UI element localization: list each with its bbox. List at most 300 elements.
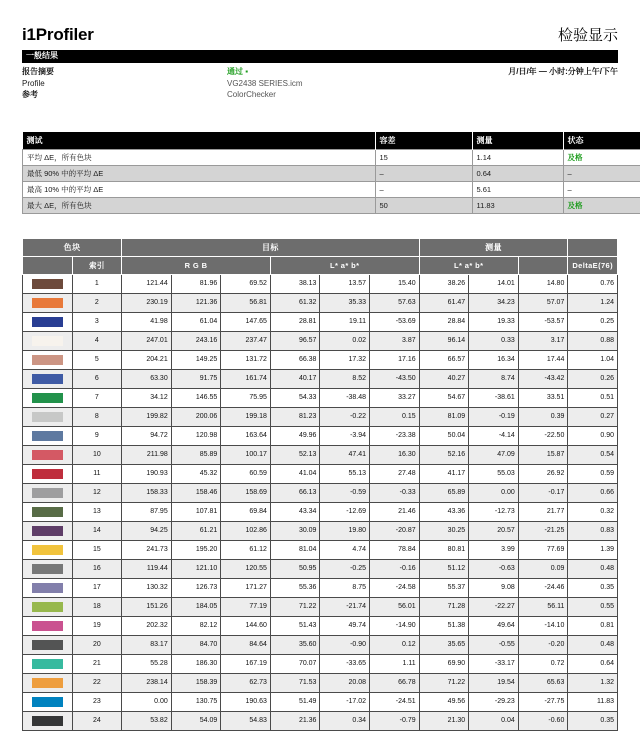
measured-bstar: 26.92 bbox=[518, 464, 568, 483]
target-b: 61.12 bbox=[221, 540, 271, 559]
target-r: 130.32 bbox=[122, 578, 172, 597]
target-a: 49.74 bbox=[320, 616, 370, 635]
target-g: 121.36 bbox=[171, 293, 221, 312]
patch-swatch-cell bbox=[23, 445, 73, 464]
target-b: 60.59 bbox=[221, 464, 271, 483]
target-bstar: 0.15 bbox=[370, 407, 420, 426]
delta-e-value: 0.55 bbox=[568, 597, 618, 616]
patch-swatch-cell bbox=[23, 540, 73, 559]
patch-swatch-cell bbox=[23, 654, 73, 673]
patch-swatch-cell bbox=[23, 711, 73, 730]
target-a: 0.34 bbox=[320, 711, 370, 730]
target-r: 158.33 bbox=[122, 483, 172, 502]
delta-e-value: 1.39 bbox=[568, 540, 618, 559]
target-b: 199.18 bbox=[221, 407, 271, 426]
measured-a: -4.14 bbox=[469, 426, 519, 445]
target-g: 126.73 bbox=[171, 578, 221, 597]
target-r: 83.17 bbox=[122, 635, 172, 654]
target-bstar: -0.33 bbox=[370, 483, 420, 502]
report-type-title: 检验显示 bbox=[558, 28, 618, 43]
table-row bbox=[23, 426, 618, 445]
summary-row bbox=[23, 149, 640, 165]
delta-e-value: 0.54 bbox=[568, 445, 618, 464]
target-b: 147.65 bbox=[221, 312, 271, 331]
measured-a: 49.64 bbox=[469, 616, 519, 635]
measured-l: 55.37 bbox=[419, 578, 469, 597]
patch-index: 9 bbox=[72, 426, 122, 445]
subheader-index: 索引 bbox=[72, 256, 122, 274]
patch-index: 7 bbox=[72, 388, 122, 407]
summary-col-test: 测试 bbox=[23, 132, 376, 150]
patch-swatch-cell bbox=[23, 635, 73, 654]
table-row bbox=[23, 331, 618, 350]
summary-col-tolerance: 容差 bbox=[375, 132, 472, 150]
measured-bstar: 65.63 bbox=[518, 673, 568, 692]
target-l: 70.07 bbox=[270, 654, 320, 673]
delta-e-value: 1.32 bbox=[568, 673, 618, 692]
target-r: 41.98 bbox=[122, 312, 172, 331]
measured-a: 16.34 bbox=[469, 350, 519, 369]
target-l: 81.04 bbox=[270, 540, 320, 559]
target-bstar: 33.27 bbox=[370, 388, 420, 407]
table-row bbox=[23, 407, 618, 426]
color-swatch bbox=[32, 469, 63, 479]
color-swatch bbox=[32, 355, 63, 365]
table-row bbox=[23, 559, 618, 578]
target-r: 211.98 bbox=[122, 445, 172, 464]
meta-row-summary bbox=[22, 66, 618, 78]
target-bstar: 78.84 bbox=[370, 540, 420, 559]
patch-swatch-cell bbox=[23, 331, 73, 350]
patch-swatch-cell bbox=[23, 407, 73, 426]
table-row bbox=[23, 464, 618, 483]
measured-bstar: 14.80 bbox=[518, 274, 568, 293]
measured-bstar: 56.11 bbox=[518, 597, 568, 616]
target-l: 50.95 bbox=[270, 559, 320, 578]
target-b: 69.52 bbox=[221, 274, 271, 293]
target-l: 51.49 bbox=[270, 692, 320, 711]
summary-cell-measured: 5.61 bbox=[472, 181, 563, 197]
delta-e-value: 0.81 bbox=[568, 616, 618, 635]
target-g: 200.06 bbox=[171, 407, 221, 426]
table-row bbox=[23, 578, 618, 597]
delta-e-value: 0.66 bbox=[568, 483, 618, 502]
measured-a: 34.23 bbox=[469, 293, 519, 312]
target-g: 61.21 bbox=[171, 521, 221, 540]
patch-swatch-cell bbox=[23, 293, 73, 312]
target-a: 0.02 bbox=[320, 331, 370, 350]
patch-swatch-cell bbox=[23, 521, 73, 540]
color-swatch bbox=[32, 545, 63, 555]
table-row bbox=[23, 616, 618, 635]
summary-cell-measured: 11.83 bbox=[472, 197, 563, 213]
measured-l: 65.89 bbox=[419, 483, 469, 502]
report-summary-label: 报告摘要 bbox=[22, 66, 227, 78]
patch-index: 14 bbox=[72, 521, 122, 540]
patch-index: 18 bbox=[72, 597, 122, 616]
target-a: 8.52 bbox=[320, 369, 370, 388]
measured-a: 8.74 bbox=[469, 369, 519, 388]
status-badge: – bbox=[563, 181, 640, 197]
patch-swatch-cell bbox=[23, 464, 73, 483]
color-swatch bbox=[32, 450, 63, 460]
target-b: 102.86 bbox=[221, 521, 271, 540]
target-a: -21.74 bbox=[320, 597, 370, 616]
target-l: 35.60 bbox=[270, 635, 320, 654]
delta-e-value: 11.83 bbox=[568, 692, 618, 711]
target-g: 184.05 bbox=[171, 597, 221, 616]
measured-a: -22.27 bbox=[469, 597, 519, 616]
color-swatch bbox=[32, 488, 63, 498]
delta-e-value: 0.59 bbox=[568, 464, 618, 483]
patch-index: 21 bbox=[72, 654, 122, 673]
target-b: 120.55 bbox=[221, 559, 271, 578]
target-r: 119.44 bbox=[122, 559, 172, 578]
target-l: 21.36 bbox=[270, 711, 320, 730]
target-bstar: -24.58 bbox=[370, 578, 420, 597]
table-row bbox=[23, 350, 618, 369]
measured-a: 0.04 bbox=[469, 711, 519, 730]
target-bstar: -20.87 bbox=[370, 521, 420, 540]
patch-data-table bbox=[22, 238, 618, 731]
status-badge: 及格 bbox=[563, 149, 640, 165]
delta-e-value: 0.48 bbox=[568, 635, 618, 654]
target-l: 43.34 bbox=[270, 502, 320, 521]
delta-e-value: 0.51 bbox=[568, 388, 618, 407]
delta-e-value: 1.24 bbox=[568, 293, 618, 312]
target-g: 149.25 bbox=[171, 350, 221, 369]
target-g: 91.75 bbox=[171, 369, 221, 388]
delta-e-value: 0.32 bbox=[568, 502, 618, 521]
status-badge: 及格 bbox=[563, 197, 640, 213]
measured-l: 38.26 bbox=[419, 274, 469, 293]
target-bstar: -23.38 bbox=[370, 426, 420, 445]
color-swatch bbox=[32, 583, 63, 593]
measured-bstar: -43.42 bbox=[518, 369, 568, 388]
measured-bstar: 17.44 bbox=[518, 350, 568, 369]
patch-swatch-cell bbox=[23, 597, 73, 616]
target-b: 131.72 bbox=[221, 350, 271, 369]
patch-index: 20 bbox=[72, 635, 122, 654]
color-swatch bbox=[32, 317, 63, 327]
measured-l: 30.25 bbox=[419, 521, 469, 540]
delta-e-value: 1.04 bbox=[568, 350, 618, 369]
measured-l: 96.14 bbox=[419, 331, 469, 350]
measured-a: 9.08 bbox=[469, 578, 519, 597]
summary-cell-test: 最低 90% 中的平均 ΔE bbox=[23, 165, 376, 181]
report-summary-value: 通过 ▪ bbox=[227, 66, 508, 78]
target-a: -0.25 bbox=[320, 559, 370, 578]
color-swatch bbox=[32, 298, 63, 308]
target-b: 161.74 bbox=[221, 369, 271, 388]
target-a: 19.11 bbox=[320, 312, 370, 331]
target-a: -0.22 bbox=[320, 407, 370, 426]
target-a: -12.69 bbox=[320, 502, 370, 521]
measured-l: 43.36 bbox=[419, 502, 469, 521]
target-bstar: -0.79 bbox=[370, 711, 420, 730]
target-bstar: 21.46 bbox=[370, 502, 420, 521]
color-swatch bbox=[32, 697, 63, 707]
target-b: 54.83 bbox=[221, 711, 271, 730]
target-g: 158.46 bbox=[171, 483, 221, 502]
measured-bstar: -0.17 bbox=[518, 483, 568, 502]
target-g: 158.39 bbox=[171, 673, 221, 692]
measured-l: 54.67 bbox=[419, 388, 469, 407]
delta-e-value: 0.83 bbox=[568, 521, 618, 540]
target-b: 56.81 bbox=[221, 293, 271, 312]
target-b: 75.95 bbox=[221, 388, 271, 407]
subheader-swatch bbox=[23, 256, 73, 274]
table-row bbox=[23, 521, 618, 540]
measured-l: 28.84 bbox=[419, 312, 469, 331]
table-row bbox=[23, 692, 618, 711]
measured-bstar: 21.77 bbox=[518, 502, 568, 521]
target-r: 247.01 bbox=[122, 331, 172, 350]
subheader-measured-lab: L* a* b* bbox=[419, 256, 518, 274]
color-swatch bbox=[32, 678, 63, 688]
target-a: 20.08 bbox=[320, 673, 370, 692]
measured-l: 71.28 bbox=[419, 597, 469, 616]
measured-a: -0.55 bbox=[469, 635, 519, 654]
patch-index: 13 bbox=[72, 502, 122, 521]
measured-a: 14.01 bbox=[469, 274, 519, 293]
summary-col-measured: 测量 bbox=[472, 132, 563, 150]
measured-l: 40.27 bbox=[419, 369, 469, 388]
report-date-placeholder: 月/日/年 — 小时:分钟上午/下午 bbox=[508, 66, 618, 78]
target-bstar: -43.50 bbox=[370, 369, 420, 388]
measured-bstar: 0.09 bbox=[518, 559, 568, 578]
measured-bstar: -14.10 bbox=[518, 616, 568, 635]
measured-bstar: 77.69 bbox=[518, 540, 568, 559]
target-l: 61.32 bbox=[270, 293, 320, 312]
target-r: 55.28 bbox=[122, 654, 172, 673]
target-l: 38.13 bbox=[270, 274, 320, 293]
target-l: 96.57 bbox=[270, 331, 320, 350]
measured-bstar: 33.51 bbox=[518, 388, 568, 407]
target-l: 28.81 bbox=[270, 312, 320, 331]
measured-l: 69.90 bbox=[419, 654, 469, 673]
color-swatch bbox=[32, 507, 63, 517]
summary-cell-tolerance: – bbox=[375, 181, 472, 197]
target-a: 47.41 bbox=[320, 445, 370, 464]
measured-bstar: 0.39 bbox=[518, 407, 568, 426]
measured-bstar: 15.87 bbox=[518, 445, 568, 464]
data-sub-header-row bbox=[23, 256, 618, 274]
target-b: 190.63 bbox=[221, 692, 271, 711]
target-bstar: 66.78 bbox=[370, 673, 420, 692]
target-a: -17.02 bbox=[320, 692, 370, 711]
target-g: 82.12 bbox=[171, 616, 221, 635]
patch-index: 5 bbox=[72, 350, 122, 369]
patch-swatch-cell bbox=[23, 692, 73, 711]
target-r: 121.44 bbox=[122, 274, 172, 293]
target-g: 45.32 bbox=[171, 464, 221, 483]
color-swatch bbox=[32, 393, 63, 403]
summary-cell-test: 最高 10% 中的平均 ΔE bbox=[23, 181, 376, 197]
delta-e-value: 0.35 bbox=[568, 711, 618, 730]
measured-bstar: -53.57 bbox=[518, 312, 568, 331]
target-b: 69.84 bbox=[221, 502, 271, 521]
target-g: 120.98 bbox=[171, 426, 221, 445]
measured-a: 3.99 bbox=[469, 540, 519, 559]
profile-label: Profile bbox=[22, 78, 227, 90]
delta-e-value: 0.27 bbox=[568, 407, 618, 426]
target-b: 77.19 bbox=[221, 597, 271, 616]
measured-a: 19.33 bbox=[469, 312, 519, 331]
measured-bstar: -0.20 bbox=[518, 635, 568, 654]
reference-value: ColorChecker bbox=[227, 89, 618, 101]
target-bstar: 15.40 bbox=[370, 274, 420, 293]
target-r: 204.21 bbox=[122, 350, 172, 369]
measured-l: 51.12 bbox=[419, 559, 469, 578]
measured-bstar: -24.46 bbox=[518, 578, 568, 597]
target-b: 163.64 bbox=[221, 426, 271, 445]
table-row bbox=[23, 445, 618, 464]
target-r: 53.82 bbox=[122, 711, 172, 730]
measured-l: 35.65 bbox=[419, 635, 469, 654]
subheader-target-lab: L* a* b* bbox=[270, 256, 419, 274]
profile-value: VG2438 SERIES.icm bbox=[227, 78, 618, 90]
table-row bbox=[23, 483, 618, 502]
target-l: 66.38 bbox=[270, 350, 320, 369]
measured-l: 61.47 bbox=[419, 293, 469, 312]
patch-index: 2 bbox=[72, 293, 122, 312]
subheader-delta-e: DeltaE(76) bbox=[568, 256, 618, 274]
target-bstar: -53.69 bbox=[370, 312, 420, 331]
target-bstar: 3.87 bbox=[370, 331, 420, 350]
measured-bstar: 57.07 bbox=[518, 293, 568, 312]
subheader-spacer bbox=[518, 256, 568, 274]
target-g: 195.20 bbox=[171, 540, 221, 559]
target-b: 171.27 bbox=[221, 578, 271, 597]
target-g: 81.96 bbox=[171, 274, 221, 293]
target-a: -38.48 bbox=[320, 388, 370, 407]
target-bstar: 0.12 bbox=[370, 635, 420, 654]
target-b: 84.64 bbox=[221, 635, 271, 654]
status-badge: – bbox=[563, 165, 640, 181]
measured-l: 80.81 bbox=[419, 540, 469, 559]
color-swatch bbox=[32, 431, 63, 441]
summary-col-status: 状态 bbox=[563, 132, 640, 150]
target-a: 55.13 bbox=[320, 464, 370, 483]
patch-index: 6 bbox=[72, 369, 122, 388]
delta-e-value: 0.25 bbox=[568, 312, 618, 331]
summary-cell-tolerance: 15 bbox=[375, 149, 472, 165]
measured-l: 51.38 bbox=[419, 616, 469, 635]
report-header bbox=[22, 0, 618, 47]
summary-cell-test: 最大 ΔE，所有色块 bbox=[23, 197, 376, 213]
table-row bbox=[23, 312, 618, 331]
target-bstar: 1.11 bbox=[370, 654, 420, 673]
target-bstar: 27.48 bbox=[370, 464, 420, 483]
group-header-measured: 测量 bbox=[419, 238, 568, 256]
target-a: 8.75 bbox=[320, 578, 370, 597]
target-g: 85.89 bbox=[171, 445, 221, 464]
meta-row-reference bbox=[22, 89, 618, 101]
measured-l: 66.57 bbox=[419, 350, 469, 369]
target-r: 199.82 bbox=[122, 407, 172, 426]
patch-index: 12 bbox=[72, 483, 122, 502]
color-swatch bbox=[32, 412, 63, 422]
target-r: 34.12 bbox=[122, 388, 172, 407]
target-b: 62.73 bbox=[221, 673, 271, 692]
target-l: 41.04 bbox=[270, 464, 320, 483]
measured-bstar: -22.50 bbox=[518, 426, 568, 445]
summary-row bbox=[23, 197, 640, 213]
table-row bbox=[23, 388, 618, 407]
delta-e-value: 0.26 bbox=[568, 369, 618, 388]
patch-index: 19 bbox=[72, 616, 122, 635]
measured-l: 21.30 bbox=[419, 711, 469, 730]
delta-e-value: 0.64 bbox=[568, 654, 618, 673]
target-a: -33.65 bbox=[320, 654, 370, 673]
target-l: 71.22 bbox=[270, 597, 320, 616]
target-a: 35.33 bbox=[320, 293, 370, 312]
summary-cell-test: 平均 ΔE，所有色块 bbox=[23, 149, 376, 165]
patch-index: 24 bbox=[72, 711, 122, 730]
measured-a: -0.63 bbox=[469, 559, 519, 578]
target-l: 52.13 bbox=[270, 445, 320, 464]
measured-a: 19.54 bbox=[469, 673, 519, 692]
measured-a: -33.17 bbox=[469, 654, 519, 673]
color-swatch bbox=[32, 640, 63, 650]
summary-header-row bbox=[23, 132, 640, 150]
target-bstar: -24.51 bbox=[370, 692, 420, 711]
patch-swatch-cell bbox=[23, 312, 73, 331]
target-l: 49.96 bbox=[270, 426, 320, 445]
color-swatch bbox=[32, 621, 63, 631]
patch-index: 3 bbox=[72, 312, 122, 331]
target-a: 19.80 bbox=[320, 521, 370, 540]
delta-e-value: 0.48 bbox=[568, 559, 618, 578]
patch-table-body bbox=[23, 274, 618, 730]
target-g: 146.55 bbox=[171, 388, 221, 407]
target-l: 81.23 bbox=[270, 407, 320, 426]
summary-cell-tolerance: – bbox=[375, 165, 472, 181]
measured-l: 52.16 bbox=[419, 445, 469, 464]
target-r: 94.72 bbox=[122, 426, 172, 445]
color-swatch bbox=[32, 659, 63, 669]
measured-a: -0.19 bbox=[469, 407, 519, 426]
measured-a: 0.33 bbox=[469, 331, 519, 350]
target-r: 202.32 bbox=[122, 616, 172, 635]
summary-cell-tolerance: 50 bbox=[375, 197, 472, 213]
measured-l: 50.04 bbox=[419, 426, 469, 445]
target-l: 30.09 bbox=[270, 521, 320, 540]
target-bstar: -14.90 bbox=[370, 616, 420, 635]
summary-table-body bbox=[23, 149, 640, 213]
patch-index: 8 bbox=[72, 407, 122, 426]
page-title: i1Profiler bbox=[22, 26, 94, 43]
target-bstar: 56.01 bbox=[370, 597, 420, 616]
patch-swatch-cell bbox=[23, 350, 73, 369]
measured-l: 81.09 bbox=[419, 407, 469, 426]
measured-bstar: -21.25 bbox=[518, 521, 568, 540]
table-row bbox=[23, 293, 618, 312]
patch-swatch-cell bbox=[23, 274, 73, 293]
meta-row-profile bbox=[22, 78, 618, 90]
target-b: 144.60 bbox=[221, 616, 271, 635]
delta-e-value: 0.88 bbox=[568, 331, 618, 350]
report-meta bbox=[22, 66, 618, 101]
patch-index: 4 bbox=[72, 331, 122, 350]
summary-row bbox=[23, 181, 640, 197]
measured-l: 71.22 bbox=[419, 673, 469, 692]
target-r: 87.95 bbox=[122, 502, 172, 521]
group-header-patch: 色块 bbox=[23, 238, 122, 256]
target-g: 84.70 bbox=[171, 635, 221, 654]
target-g: 130.75 bbox=[171, 692, 221, 711]
